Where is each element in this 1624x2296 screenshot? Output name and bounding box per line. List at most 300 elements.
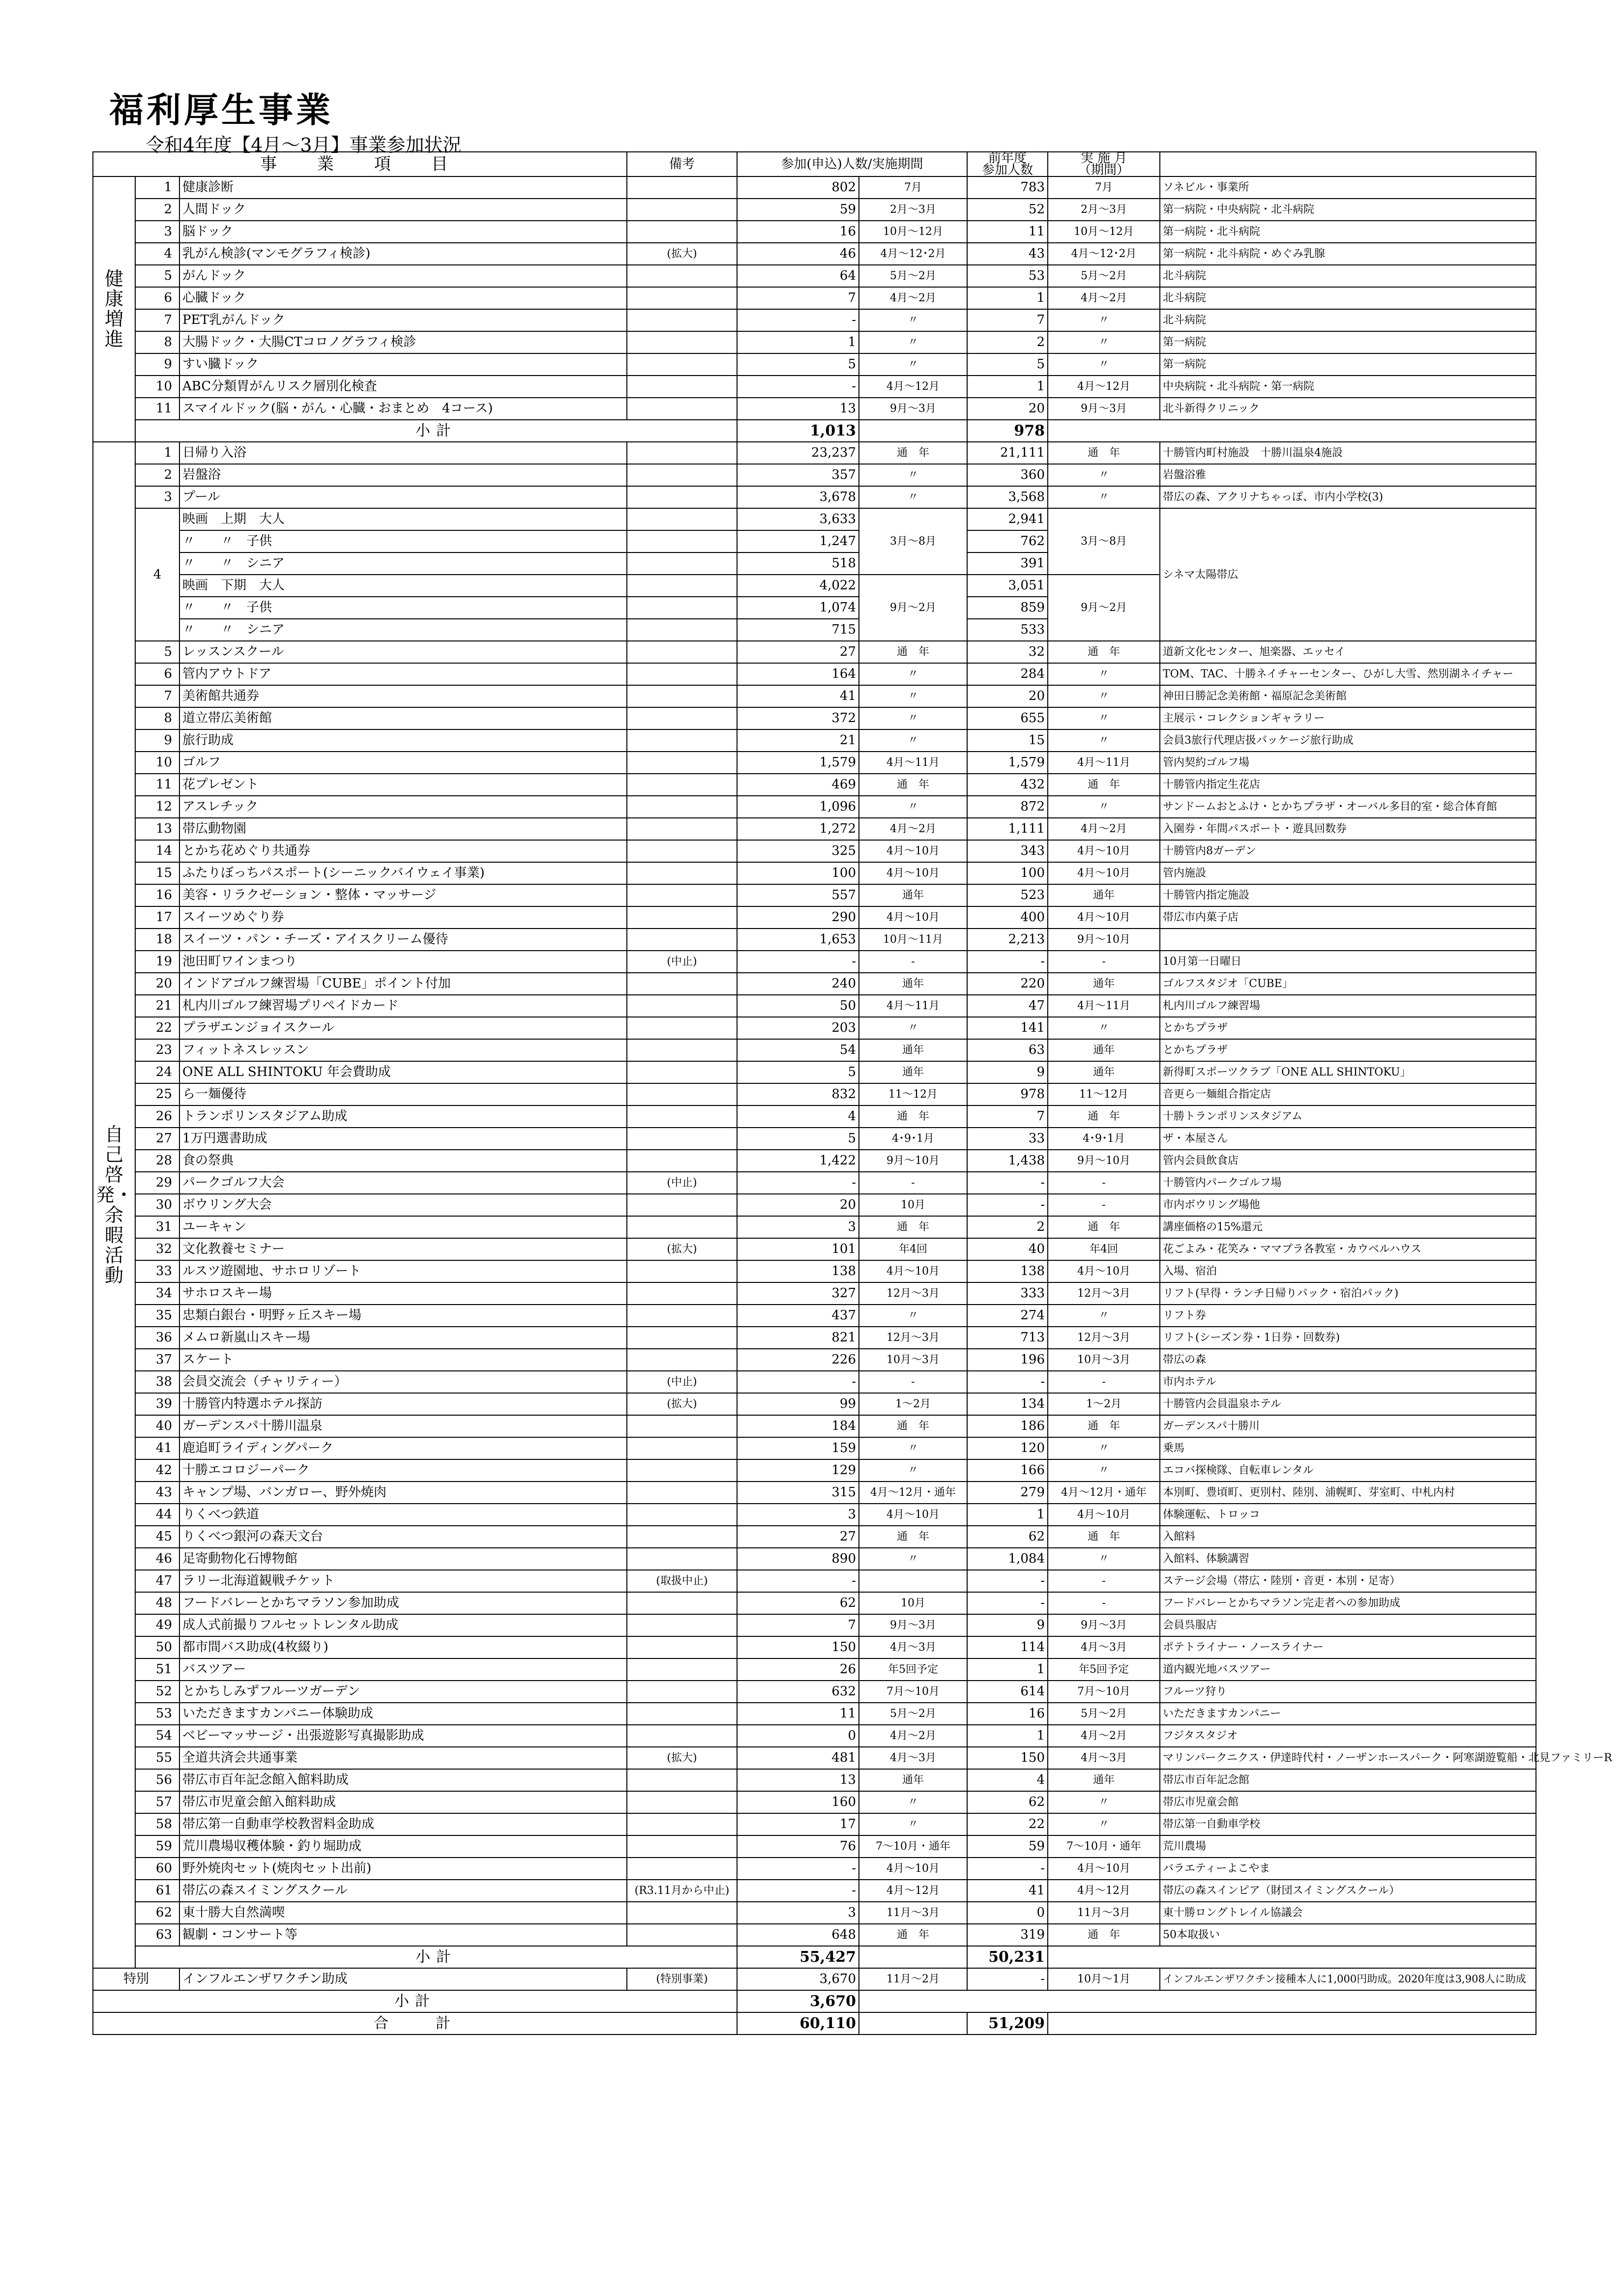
- previous-period: 〃: [1048, 1813, 1160, 1835]
- participant-count: 315: [737, 1482, 859, 1504]
- implementation-period: 4月～12月: [859, 376, 967, 398]
- implementation-period: 4月～10月: [859, 1858, 967, 1880]
- item-number: 19: [135, 951, 179, 973]
- item-note: [627, 1039, 737, 1061]
- grand-total-count: 60,110: [737, 2012, 859, 2034]
- participant-count: 3,633: [737, 508, 859, 530]
- previous-period: 9月～10月: [1048, 1150, 1160, 1172]
- previous-period: 9月～2月: [1048, 575, 1160, 641]
- previous-period: 〃: [1048, 486, 1160, 508]
- previous-period: 通 年: [1048, 1105, 1160, 1128]
- item-note: [627, 1658, 737, 1681]
- previous-year-count: 32: [967, 641, 1048, 663]
- venue-remarks: 第一病院・北斗病院: [1160, 221, 1536, 243]
- item-note: [627, 1592, 737, 1614]
- previous-period: 通年: [1048, 884, 1160, 906]
- previous-year-count: 114: [967, 1636, 1048, 1658]
- implementation-period: 〃: [859, 1017, 967, 1039]
- participant-count: 4: [737, 1105, 859, 1128]
- previous-year-count: 1: [967, 287, 1048, 309]
- item-name: キャンプ場、バンガロー、野外焼肉: [179, 1482, 627, 1504]
- item-note: [627, 1128, 737, 1150]
- previous-period: 4月～10月: [1048, 906, 1160, 929]
- item-name: ONE ALL SHINTOKU 年会費助成: [179, 1061, 627, 1083]
- item-note: [627, 199, 737, 221]
- venue-remarks: 入館料、体験講習: [1160, 1548, 1536, 1570]
- item-name: 〃 〃 シニア: [179, 552, 627, 575]
- participant-count: 50: [737, 995, 859, 1017]
- item-name: アスレチック: [179, 796, 627, 818]
- previous-period: 〃: [1048, 464, 1160, 486]
- venue-remarks: ポテトライナー・ノースライナー: [1160, 1636, 1536, 1658]
- previous-year-count: 7: [967, 309, 1048, 331]
- item-name: 1万円選書助成: [179, 1128, 627, 1150]
- venue-remarks: リフト(早得・ランチ日帰りパック・宿泊パック): [1160, 1282, 1536, 1305]
- item-name: トランポリンスタジアム助成: [179, 1105, 627, 1128]
- table-row: [93, 1415, 1536, 1437]
- participant-count: 832: [737, 1083, 859, 1105]
- item-name: 心臓ドック: [179, 287, 627, 309]
- venue-remarks: リフト券: [1160, 1305, 1536, 1327]
- previous-period: 5月～2月: [1048, 1703, 1160, 1725]
- item-name: ガーデンスパ十勝川温泉: [179, 1415, 627, 1437]
- item-name: 美容・リラクゼーション・整体・マッサージ: [179, 884, 627, 906]
- item-number: 33: [135, 1260, 179, 1282]
- previous-period: 4･9･1月: [1048, 1128, 1160, 1150]
- participant-count: 557: [737, 884, 859, 906]
- item-number: 53: [135, 1703, 179, 1725]
- header-note: 備考: [627, 152, 737, 176]
- previous-year-count: 391: [967, 552, 1048, 575]
- venue-remarks: 会員3旅行代理店扱パッケージ旅行助成: [1160, 729, 1536, 752]
- table-row: [93, 1592, 1536, 1614]
- venue-remarks: 北斗病院: [1160, 287, 1536, 309]
- previous-period: 〃: [1048, 1459, 1160, 1482]
- item-name: 会員交流会（チャリティー）: [179, 1371, 627, 1393]
- item-number: 49: [135, 1614, 179, 1636]
- participant-count: 16: [737, 221, 859, 243]
- item-name: 荒川農場収穫体験・釣り堀助成: [179, 1835, 627, 1858]
- implementation-period: -: [859, 1371, 967, 1393]
- participant-count: 41: [737, 685, 859, 707]
- implementation-period: 4月～10月: [859, 862, 967, 884]
- participant-count: 327: [737, 1282, 859, 1305]
- venue-remarks: 神田日勝記念美術館・福原記念美術館: [1160, 685, 1536, 707]
- implementation-period: 4月～2月: [859, 818, 967, 840]
- participant-count: 7: [737, 287, 859, 309]
- item-number: 10: [135, 376, 179, 398]
- previous-year-count: 533: [967, 619, 1048, 641]
- previous-period: 9月～10月: [1048, 929, 1160, 951]
- category-special: 特別: [93, 1968, 179, 1990]
- implementation-period: 5月～2月: [859, 1703, 967, 1725]
- participant-count: 5: [737, 353, 859, 376]
- table-row: [93, 1968, 1536, 1990]
- item-number: 51: [135, 1658, 179, 1681]
- venue-remarks: 十勝管内指定生花店: [1160, 774, 1536, 796]
- item-number: 39: [135, 1393, 179, 1415]
- item-note: [627, 906, 737, 929]
- item-name: 〃 〃 子供: [179, 597, 627, 619]
- item-name: 足寄動物化石博物館: [179, 1548, 627, 1570]
- previous-period: 10月～3月: [1048, 1349, 1160, 1371]
- item-name: 人間ドック: [179, 199, 627, 221]
- item-note: [627, 1482, 737, 1504]
- table-row: [93, 353, 1536, 376]
- previous-period: 通年: [1048, 973, 1160, 995]
- item-note: [627, 486, 737, 508]
- implementation-period: 10月～11月: [859, 929, 967, 951]
- item-number: 5: [135, 641, 179, 663]
- implementation-period: 11～12月: [859, 1083, 967, 1105]
- participant-count: 1,422: [737, 1150, 859, 1172]
- item-name: 札内川ゴルフ練習場プリペイドカード: [179, 995, 627, 1017]
- previous-year-count: 3,051: [967, 575, 1048, 597]
- participant-count: 13: [737, 398, 859, 420]
- previous-period: 4月～12月・通年: [1048, 1482, 1160, 1504]
- item-name: 全道共済会共通事業: [179, 1747, 627, 1769]
- participant-count: 20: [737, 1194, 859, 1216]
- item-note: [627, 1061, 737, 1083]
- venue-remarks: 講座価格の15%還元: [1160, 1216, 1536, 1238]
- venue-remarks: 十勝管内会員温泉ホテル: [1160, 1393, 1536, 1415]
- participant-count: 357: [737, 464, 859, 486]
- subtotal-blank: [859, 1946, 967, 1968]
- previous-period: 〃: [1048, 309, 1160, 331]
- previous-period: 7月～10月: [1048, 1681, 1160, 1703]
- item-note: [627, 1769, 737, 1791]
- table-row: [93, 1526, 1536, 1548]
- implementation-period: 4月～10月: [859, 1260, 967, 1282]
- venue-remarks: 十勝管内パークゴルフ場: [1160, 1172, 1536, 1194]
- table-row: [93, 1835, 1536, 1858]
- item-note: [627, 176, 737, 199]
- participant-count: -: [737, 1858, 859, 1880]
- venue-remarks: バラエティーよこやま: [1160, 1858, 1536, 1880]
- previous-year-count: -: [967, 1194, 1048, 1216]
- item-number: 41: [135, 1437, 179, 1459]
- previous-year-count: -: [967, 951, 1048, 973]
- header-prev: 前年度 参加人数: [967, 152, 1048, 176]
- item-note: [627, 353, 737, 376]
- previous-period: 4月～11月: [1048, 995, 1160, 1017]
- item-note: [627, 1260, 737, 1282]
- table-row: [93, 464, 1536, 486]
- item-name: 文化教養セミナー: [179, 1238, 627, 1260]
- previous-year-count: 20: [967, 398, 1048, 420]
- item-number: 22: [135, 1017, 179, 1039]
- table-row: [93, 1238, 1536, 1260]
- previous-year-count: -: [967, 1858, 1048, 1880]
- item-number: 38: [135, 1371, 179, 1393]
- item-note: [627, 1813, 737, 1835]
- previous-year-count: 52: [967, 199, 1048, 221]
- previous-period: 年5回予定: [1048, 1658, 1160, 1681]
- item-note: [627, 796, 737, 818]
- subtotal-count: 55,427: [737, 1946, 859, 1968]
- item-name: パークゴルフ大会: [179, 1172, 627, 1194]
- previous-year-count: 1: [967, 1504, 1048, 1526]
- participant-count: 46: [737, 243, 859, 265]
- item-note: [627, 552, 737, 575]
- previous-year-count: -: [967, 1968, 1048, 1990]
- table-body: [93, 176, 1612, 2034]
- implementation-period: 通年: [859, 1061, 967, 1083]
- previous-year-count: 62: [967, 1791, 1048, 1813]
- item-note: [627, 287, 737, 309]
- previous-year-count: 1: [967, 1658, 1048, 1681]
- implementation-period: 4月～10月: [859, 906, 967, 929]
- item-name: 日帰り入浴: [179, 442, 627, 464]
- header-remarks: [1160, 152, 1536, 176]
- previous-period: 9月～3月: [1048, 1614, 1160, 1636]
- item-name: とかちしみずフルーツガーデン: [179, 1681, 627, 1703]
- venue-remarks: エコバ探検隊、自転車レンタル: [1160, 1459, 1536, 1482]
- previous-period: 〃: [1048, 707, 1160, 729]
- venue-remarks: 本別町、豊頃町、更別村、陸別、浦幌町、芽室町、中札内村: [1160, 1482, 1536, 1504]
- table-row: [93, 884, 1536, 906]
- table-row: [93, 973, 1536, 995]
- previous-period: 4月～2月: [1048, 287, 1160, 309]
- previous-period: 4月～10月: [1048, 1504, 1160, 1526]
- item-name: ふたりぼっちパスポート(シーニックバイウェイ事業): [179, 862, 627, 884]
- table-row: [93, 1128, 1536, 1150]
- table-header-row: [93, 152, 1536, 176]
- table-row: [93, 1437, 1536, 1459]
- venue-remarks: フルーツ狩り: [1160, 1681, 1536, 1703]
- item-name: がんドック: [179, 265, 627, 287]
- item-note: [627, 265, 737, 287]
- implementation-period: 通年: [859, 884, 967, 906]
- previous-period: 4月～12･2月: [1048, 243, 1160, 265]
- table-row: [93, 663, 1536, 685]
- item-note: [627, 1902, 737, 1924]
- previous-year-count: 11: [967, 221, 1048, 243]
- item-name: 都市間バス助成(4枚綴り): [179, 1636, 627, 1658]
- item-number: 31: [135, 1216, 179, 1238]
- item-number: 3: [135, 486, 179, 508]
- previous-period: 10月～1月: [1048, 1968, 1160, 1990]
- item-number: 37: [135, 1349, 179, 1371]
- item-name: 鹿追町ライディングパーク: [179, 1437, 627, 1459]
- item-name: 〃 〃 子供: [179, 530, 627, 552]
- previous-year-count: 59: [967, 1835, 1048, 1858]
- participant-count: 437: [737, 1305, 859, 1327]
- previous-year-count: 432: [967, 774, 1048, 796]
- item-number: 36: [135, 1327, 179, 1349]
- previous-period: 年4回: [1048, 1238, 1160, 1260]
- implementation-period: 〃: [859, 685, 967, 707]
- item-note: [627, 530, 737, 552]
- participant-count: 240: [737, 973, 859, 995]
- item-name: りくべつ銀河の森天文台: [179, 1526, 627, 1548]
- item-number: 2: [135, 464, 179, 486]
- item-name: スマイルドック(脳・がん・心臓・おまとめ 4コース): [179, 398, 627, 420]
- item-number: 8: [135, 707, 179, 729]
- grand-total-label: 合 計: [93, 2012, 737, 2034]
- participant-count: 1,247: [737, 530, 859, 552]
- item-number: 55: [135, 1747, 179, 1769]
- participant-count: 226: [737, 1349, 859, 1371]
- item-number: 13: [135, 818, 179, 840]
- venue-remarks: 管内会員飲食店: [1160, 1150, 1536, 1172]
- header-participants: 参加(申込)人数/実施期間: [737, 152, 967, 176]
- implementation-period: 〃: [859, 663, 967, 685]
- item-number: 15: [135, 862, 179, 884]
- participant-count: 648: [737, 1924, 859, 1946]
- item-note: [627, 1216, 737, 1238]
- item-name: 帯広市百年記念館入館料助成: [179, 1769, 627, 1791]
- previous-year-count: 5: [967, 353, 1048, 376]
- item-name: スイーツ・パン・チーズ・アイスクリーム優待: [179, 929, 627, 951]
- participant-count: 138: [737, 1260, 859, 1282]
- previous-period: 7月: [1048, 176, 1160, 199]
- venue-remarks: 北斗病院: [1160, 309, 1536, 331]
- item-number: 5: [135, 265, 179, 287]
- table-row: [93, 1658, 1536, 1681]
- item-number: 3: [135, 221, 179, 243]
- table-row: [93, 929, 1536, 951]
- page-title: 福利厚生事業: [109, 90, 333, 130]
- previous-period: 通 年: [1048, 774, 1160, 796]
- item-number: 4: [135, 508, 179, 641]
- implementation-period: 〃: [859, 1791, 967, 1813]
- subtotal-label: 小計: [93, 1990, 737, 2012]
- previous-year-count: 141: [967, 1017, 1048, 1039]
- participant-count: 76: [737, 1835, 859, 1858]
- table-row: [93, 309, 1536, 331]
- implementation-period: 11月～2月: [859, 1968, 967, 1990]
- table-row: [93, 1150, 1536, 1172]
- previous-year-count: 120: [967, 1437, 1048, 1459]
- venue-remarks: 帯広市児童会館: [1160, 1791, 1536, 1813]
- previous-year-count: 2: [967, 1216, 1048, 1238]
- item-name: 花プレゼント: [179, 774, 627, 796]
- previous-year-count: 333: [967, 1282, 1048, 1305]
- table-row: [93, 641, 1536, 663]
- grand-total-prev: 51,209: [967, 2012, 1048, 2034]
- previous-year-count: 47: [967, 995, 1048, 1017]
- previous-year-count: 53: [967, 265, 1048, 287]
- implementation-period: 年5回予定: [859, 1658, 967, 1681]
- venue-remarks: 10月第一日曜日: [1160, 951, 1536, 973]
- item-name: レッスンスクール: [179, 641, 627, 663]
- item-name: スケート: [179, 1349, 627, 1371]
- previous-year-count: 343: [967, 840, 1048, 862]
- item-note: [627, 575, 737, 597]
- subtotal-count: 3,670: [737, 1990, 859, 2012]
- previous-year-count: 859: [967, 597, 1048, 619]
- item-note: [627, 508, 737, 530]
- table-row: [93, 199, 1536, 221]
- participant-count: 159: [737, 1437, 859, 1459]
- item-note: [627, 1924, 737, 1946]
- item-note: [627, 1614, 737, 1636]
- venue-remarks: インフルエンザワクチン接種本人に1,000円助成。2020年度は3,908人に助成: [1160, 1968, 1536, 1990]
- item-number: 58: [135, 1813, 179, 1835]
- table-row: [93, 796, 1536, 818]
- implementation-period: 通年: [859, 1769, 967, 1791]
- previous-period: 〃: [1048, 663, 1160, 685]
- item-number: 8: [135, 331, 179, 353]
- participant-count: 17: [737, 1813, 859, 1835]
- venue-remarks: 中央病院・北斗病院・第一病院: [1160, 376, 1536, 398]
- table-row: [93, 1282, 1536, 1305]
- table-row: [93, 1393, 1536, 1415]
- item-name: ルスツ遊園地、サホロリゾート: [179, 1260, 627, 1282]
- item-name: 岩盤浴: [179, 464, 627, 486]
- previous-year-count: 1,084: [967, 1548, 1048, 1570]
- item-number: 34: [135, 1282, 179, 1305]
- implementation-period: 10月: [859, 1194, 967, 1216]
- item-number: 61: [135, 1880, 179, 1902]
- participant-count: 325: [737, 840, 859, 862]
- table-row: [93, 1327, 1536, 1349]
- item-number: 14: [135, 840, 179, 862]
- table-row: [93, 1039, 1536, 1061]
- previous-year-count: 7: [967, 1105, 1048, 1128]
- implementation-period: 4･9･1月: [859, 1128, 967, 1150]
- table-row: [93, 1924, 1536, 1946]
- item-name: 帯広動物園: [179, 818, 627, 840]
- item-name: 管内アウトドア: [179, 663, 627, 685]
- table-row: [93, 331, 1536, 353]
- item-number: 6: [135, 287, 179, 309]
- implementation-period: 2月～3月: [859, 199, 967, 221]
- implementation-period: 3月～8月: [859, 508, 967, 575]
- item-note: (中止): [627, 1371, 737, 1393]
- previous-year-count: -: [967, 1570, 1048, 1592]
- venue-remarks: 管内契約ゴルフ場: [1160, 752, 1536, 774]
- table-row: [93, 1902, 1536, 1924]
- item-note: [627, 663, 737, 685]
- previous-period: 4月～11月: [1048, 752, 1160, 774]
- venue-remarks: 帯広の森スインピア（財団スイミングスクール）: [1160, 1880, 1536, 1902]
- item-note: [627, 1105, 737, 1128]
- item-number: 16: [135, 884, 179, 906]
- item-note: (拡大): [627, 1238, 737, 1260]
- item-number: 40: [135, 1415, 179, 1437]
- item-note: [627, 464, 737, 486]
- item-note: [627, 641, 737, 663]
- previous-year-count: 9: [967, 1614, 1048, 1636]
- previous-period: 4月～10月: [1048, 1858, 1160, 1880]
- venue-remarks: 帯広市百年記念館: [1160, 1769, 1536, 1791]
- previous-period: 〃: [1048, 796, 1160, 818]
- subtotal-blank: [859, 420, 967, 442]
- item-note: [627, 1194, 737, 1216]
- previous-period: -: [1048, 1371, 1160, 1393]
- previous-year-count: 614: [967, 1681, 1048, 1703]
- previous-period: 通 年: [1048, 1415, 1160, 1437]
- previous-year-count: 62: [967, 1526, 1048, 1548]
- previous-period: 通 年: [1048, 641, 1160, 663]
- venue-remarks: 第一病院: [1160, 353, 1536, 376]
- item-name: 映画 下期 大人: [179, 575, 627, 597]
- item-name: インフルエンザワクチン助成: [179, 1968, 627, 1990]
- previous-period: 3月～8月: [1048, 508, 1160, 575]
- table-row: [93, 221, 1536, 243]
- venue-remarks: リフト(シーズン券・1日券・回数券): [1160, 1327, 1536, 1349]
- subtotal-row: [93, 1946, 1536, 1968]
- item-note: [627, 1548, 737, 1570]
- item-name: PET乳がんドック: [179, 309, 627, 331]
- participant-count: 184: [737, 1415, 859, 1437]
- venue-remarks: 北斗病院: [1160, 265, 1536, 287]
- item-note: [627, 1415, 737, 1437]
- participant-count: 59: [737, 199, 859, 221]
- previous-year-count: 134: [967, 1393, 1048, 1415]
